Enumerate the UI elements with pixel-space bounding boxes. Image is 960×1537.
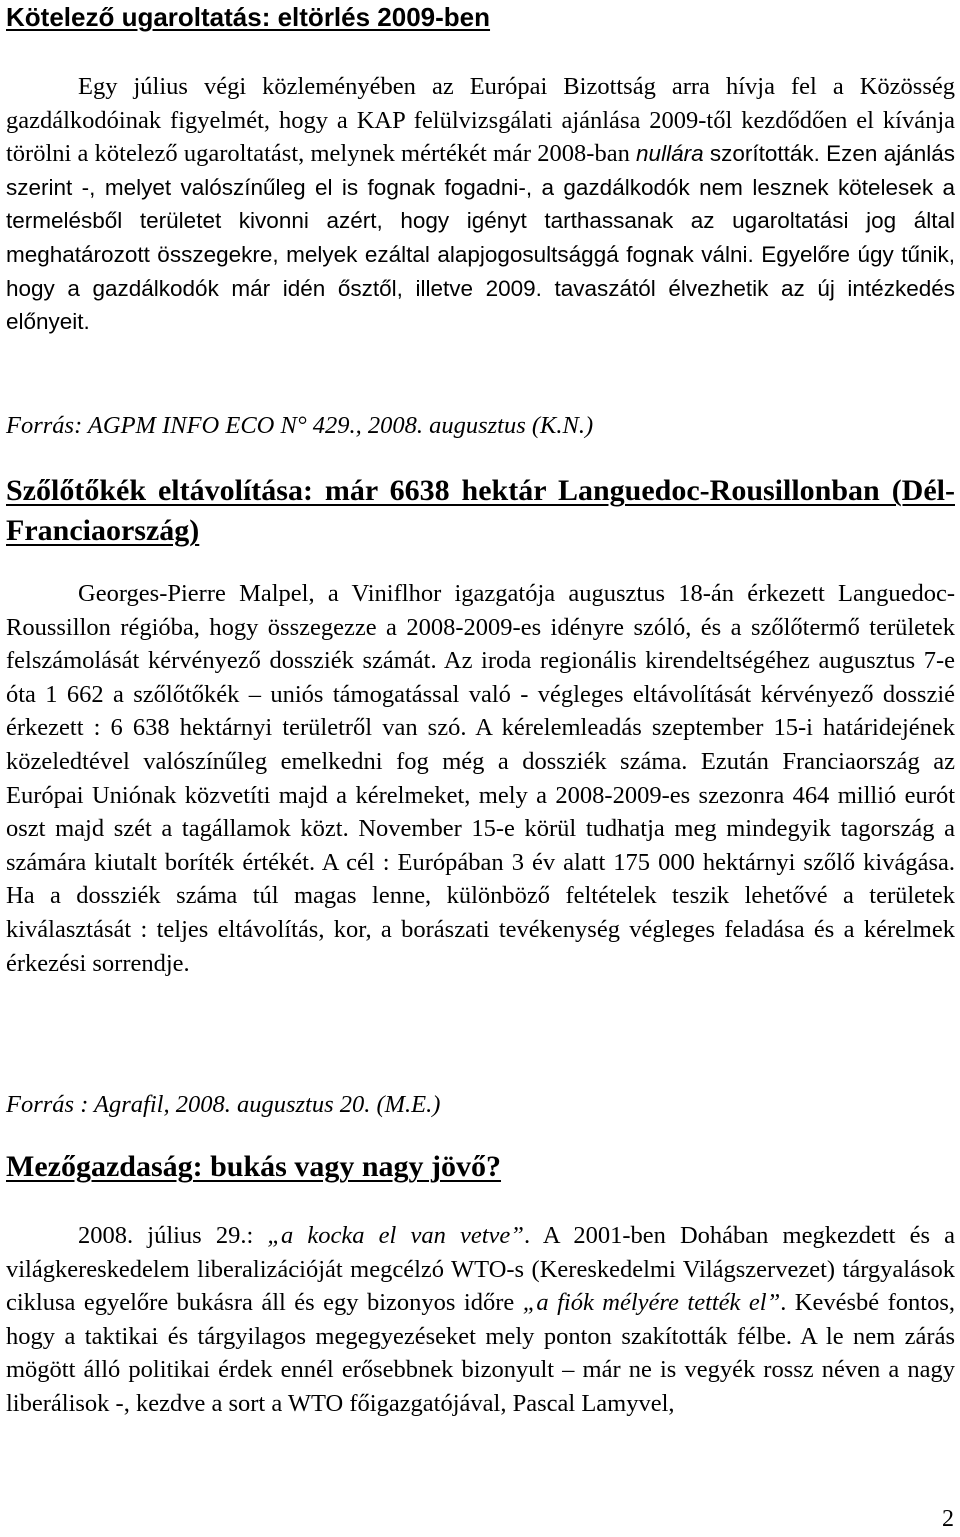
paragraph-text: . Kevésbé fontos, hogy a taktikai és tárgyilagos megegyezéseket mely ponton szakították félbe. A le nem zárás mögött álló politikai érdek ennél erősebbnek bizonyult – már ne is vegyék rossz néven a nagy liberálisok -, kezdve a sort a WTO főigazgatójával, Pascal Lamyvel, [6, 1289, 955, 1417]
source-citation: Forrás: AGPM INFO ECO N° 429., 2008. augusztus (K.N.) [6, 412, 594, 439]
emphasis-text: „a fiók mélyére tették el” [522, 1289, 781, 1317]
page-number: 2 [942, 1506, 954, 1532]
paragraph-text: Ezen ajánlás szerint -, melyet valószínűleg el is fognak fogadni-, a gazdálkodók nem lesznek kötelesek a termelésből területet kivonni azért, hogy igényt tarthassanak az ugaroltatási jog által meghatározott összegekre, melyek ezáltal alapjogosultsággá fognak válni. Egyelőre úgy tűnik, hogy a gazdálkodók már idén ősztől, illetve 2009. tavaszától élvezhetik az új intézkedés előnyeit. [6, 141, 956, 335]
paragraph-vineyards: Georges-Pierre Malpel, a Viniflhor igazgatója augusztus 18-án érkezett Languedoc-Roussillon régióba, hogy összegezze a 2008-2009-es idényre szóló, és a szőlőtermő területek felszámolását kérvényező dossziék számát. Az iroda regionális kirendeltségéhez augusztus 7-e óta 1 662 a szőlőtőkék – uniós támogatással való - végleges eltávolítását kérvényező dosszié érkezett : 6 638 hektárnyi területről van szó. A kérelemleadás szeptember 15-i határidejének közeledtével valószínűleg emelkedni fog még a dossziék száma. Ezután Franciaország az Európai Uniónak közvetíti majd a kérelmeket, mely a 2008-2009-es szezonra 464 millió eurót oszt majd szét a tagállamok közt. November 15-e körül tudhatja meg mindegyik tagország a számára kiutalt boríték értékét. A cél : Európában 3 év alatt 175 000 hektárnyi szőlő kivágása. Ha a dossziék száma túl magas lenne, különböző feltételek teszik lehetővé a területek kiválasztását : teljes eltávolítás, kor, a borászati tevékenység végleges feladása és a kérelmek érkezési sorrendje. [6, 580, 955, 977]
paragraph-fallow [6, 70, 955, 339]
section-heading-agriculture: Mezőgazdaság: bukás vagy nagy jövő? [6, 1150, 502, 1183]
paragraph-agriculture [6, 1219, 955, 1421]
paragraph-text: . A 2001-ben Dohában megkezdett és a világkereskedelem liberalizációját megcélzó WTO-s (Kereskedelmi Világszervezet) tárgyalások ciklusa egyelőre bukásra áll és egy bizonyos időre [6, 1222, 956, 1317]
section-heading-fallow: Kötelező ugaroltatás: eltörlés 2009-ben [6, 2, 491, 32]
emphasis-text: „a kocka el van vetve” [267, 1222, 524, 1249]
section-heading-vineyards: Szőlőtőkék eltávolítása: már 6638 hektár Languedoc-Rousillonban (Dél-Franciaország) [6, 474, 955, 547]
emphasis-text: nullára [636, 141, 704, 167]
date-text: 2008. július 29.: [78, 1222, 254, 1249]
paragraph-text: szorították. [709, 141, 820, 167]
source-citation: Forrás : Agrafil, 2008. augusztus 20. (M.E.) [6, 1091, 441, 1118]
paragraph-text: Egy július végi közleményében az Európai Bizottság arra hívja fel a Közösség gazdálkodóinak figyelmét, hogy a KAP felülvizsgálati ajánlása 2009-től kezdődően el kívánja törölni a kötelező ugaroltatást, melynek mértékét már 2008-ban [6, 73, 955, 168]
